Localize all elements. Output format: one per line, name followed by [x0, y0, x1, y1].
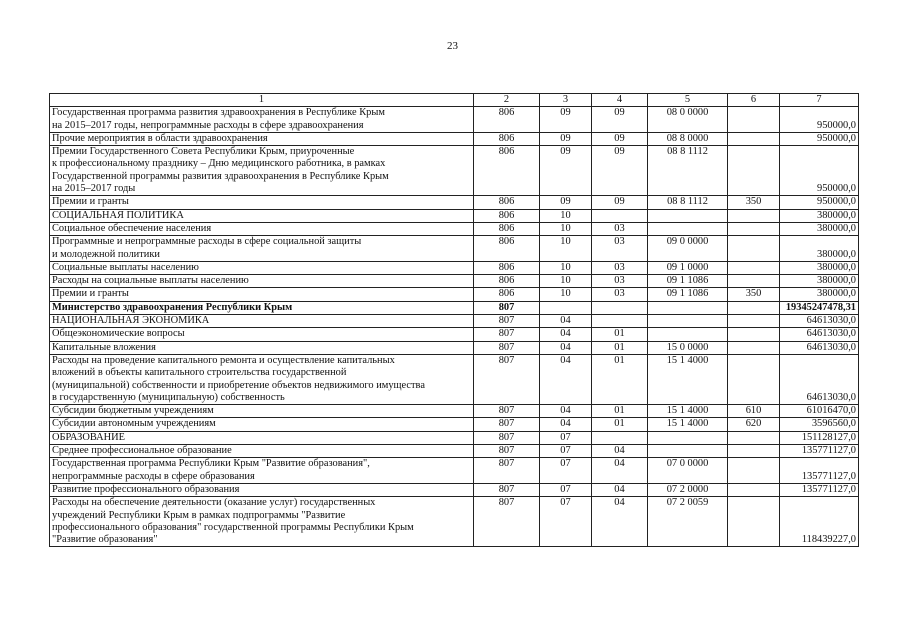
row-name: Среднее профессиональное образование	[50, 445, 474, 458]
section-code: 04	[540, 405, 592, 418]
table-row	[50, 107, 859, 133]
row-amount: 380000,0	[780, 261, 859, 274]
section-code: 10	[540, 261, 592, 274]
ministry-code: 807	[474, 405, 540, 418]
table-row	[50, 288, 859, 301]
table-row	[50, 132, 859, 145]
section-code	[540, 301, 592, 314]
section-code: 09	[540, 146, 592, 196]
target-article-code: 09 1 1086	[648, 275, 728, 288]
target-article-code: 09 1 0000	[648, 261, 728, 274]
row-amount: 61016470,0	[780, 405, 859, 418]
ministry-code: 806	[474, 288, 540, 301]
target-article-code: 08 8 1112	[648, 196, 728, 209]
table-row	[50, 261, 859, 274]
row-name: Общеэкономические вопросы	[50, 328, 474, 341]
expense-type-code	[728, 354, 780, 404]
table-row	[50, 497, 859, 547]
subsection-code	[592, 431, 648, 444]
subsection-code: 01	[592, 418, 648, 431]
target-article-code: 08 8 0000	[648, 132, 728, 145]
expense-type-code	[728, 328, 780, 341]
table-row	[50, 418, 859, 431]
subsection-code: 03	[592, 275, 648, 288]
ministry-code: 807	[474, 315, 540, 328]
target-article-code	[648, 315, 728, 328]
row-name: Государственная программа Республики Крым "Развитие образования", непрограммные расходы в сфере образования	[50, 458, 474, 484]
ministry-code: 806	[474, 209, 540, 222]
row-name: Расходы на проведение капитального ремонта и осуществление капитальных вложений в объекты капитального строительства государственной (муниципальной) собственности и приобретение объектов недвижимого имущества в государственную (муниципальную) собственность	[50, 354, 474, 404]
row-name: ОБРАЗОВАНИЕ	[50, 431, 474, 444]
target-article-code: 09 1 1086	[648, 288, 728, 301]
expense-type-code	[728, 431, 780, 444]
subsection-code: 03	[592, 236, 648, 262]
row-name: Премии Государственного Совета Республики Крым, приуроченные к профессиональному празднику – Дню медицинского работника, в рамках Государственной программы развития здравоохранения в Республике Крым на 2015–2017 годы	[50, 146, 474, 196]
expense-type-code	[728, 222, 780, 235]
section-code: 04	[540, 341, 592, 354]
row-name: Государственная программа развития здравоохранения в Республике Крым на 2015–2017 годы, непрограммные расходы в сфере здравоохранения	[50, 107, 474, 133]
row-name: Расходы на социальные выплаты населению	[50, 275, 474, 288]
expense-type-code	[728, 315, 780, 328]
section-code: 09	[540, 196, 592, 209]
row-name: Субсидии бюджетным учреждениям	[50, 405, 474, 418]
table-row	[50, 146, 859, 196]
row-amount: 118439227,0	[780, 497, 859, 547]
table-row	[50, 354, 859, 404]
row-amount: 380000,0	[780, 275, 859, 288]
row-amount: 64613030,0	[780, 315, 859, 328]
ministry-code: 807	[474, 301, 540, 314]
subsection-code	[592, 315, 648, 328]
row-amount: 950000,0	[780, 132, 859, 145]
ministry-code: 806	[474, 107, 540, 133]
expense-type-code	[728, 236, 780, 262]
row-name: Программные и непрограммные расходы в сфере социальной защиты и молодежной политики	[50, 236, 474, 262]
expense-type-code	[728, 261, 780, 274]
column-header: 1	[50, 94, 474, 107]
subsection-code: 09	[592, 196, 648, 209]
expense-type-code	[728, 107, 780, 133]
row-amount: 380000,0	[780, 236, 859, 262]
ministry-code: 806	[474, 275, 540, 288]
subsection-code: 04	[592, 445, 648, 458]
ministry-code: 806	[474, 236, 540, 262]
section-code: 07	[540, 497, 592, 547]
column-header: 3	[540, 94, 592, 107]
section-code: 10	[540, 275, 592, 288]
row-amount: 19345247478,31	[780, 301, 859, 314]
target-article-code: 15 0 0000	[648, 341, 728, 354]
section-code: 04	[540, 418, 592, 431]
subsection-code: 03	[592, 261, 648, 274]
expense-type-code	[728, 275, 780, 288]
expense-type-code	[728, 301, 780, 314]
row-amount: 135771127,0	[780, 445, 859, 458]
ministry-code: 807	[474, 354, 540, 404]
expense-type-code	[728, 445, 780, 458]
row-name: Социальное обеспечение населения	[50, 222, 474, 235]
row-amount: 64613030,0	[780, 328, 859, 341]
table-row	[50, 483, 859, 496]
target-article-code: 08 0 0000	[648, 107, 728, 133]
row-amount: 135771127,0	[780, 458, 859, 484]
target-article-code	[648, 209, 728, 222]
row-name: СОЦИАЛЬНАЯ ПОЛИТИКА	[50, 209, 474, 222]
table-row	[50, 301, 859, 314]
column-header: 6	[728, 94, 780, 107]
budget-table	[49, 93, 859, 547]
ministry-code: 806	[474, 222, 540, 235]
target-article-code	[648, 445, 728, 458]
ministry-code: 807	[474, 497, 540, 547]
subsection-code	[592, 301, 648, 314]
target-article-code	[648, 222, 728, 235]
page-number: 23	[447, 40, 458, 52]
target-article-code	[648, 431, 728, 444]
subsection-code: 09	[592, 146, 648, 196]
row-name: Премии и гранты	[50, 288, 474, 301]
table-row	[50, 341, 859, 354]
expense-type-code: 350	[728, 196, 780, 209]
subsection-code: 01	[592, 341, 648, 354]
target-article-code: 15 1 4000	[648, 354, 728, 404]
subsection-code: 03	[592, 288, 648, 301]
target-article-code: 09 0 0000	[648, 236, 728, 262]
ministry-code: 806	[474, 146, 540, 196]
table-row	[50, 236, 859, 262]
ministry-code: 807	[474, 341, 540, 354]
ministry-code: 806	[474, 132, 540, 145]
section-code: 04	[540, 354, 592, 404]
ministry-code: 807	[474, 418, 540, 431]
ministry-code: 807	[474, 458, 540, 484]
section-code: 04	[540, 328, 592, 341]
subsection-code: 01	[592, 354, 648, 404]
subsection-code: 01	[592, 405, 648, 418]
row-amount: 950000,0	[780, 146, 859, 196]
expense-type-code	[728, 146, 780, 196]
column-header: 4	[592, 94, 648, 107]
target-article-code	[648, 328, 728, 341]
expense-type-code	[728, 483, 780, 496]
target-article-code	[648, 301, 728, 314]
section-code: 10	[540, 209, 592, 222]
ministry-code: 807	[474, 445, 540, 458]
row-amount: 380000,0	[780, 222, 859, 235]
ministry-code: 806	[474, 261, 540, 274]
expense-type-code	[728, 458, 780, 484]
row-name: Субсидии автономным учреждениям	[50, 418, 474, 431]
table-row	[50, 315, 859, 328]
row-amount: 380000,0	[780, 288, 859, 301]
row-amount: 135771127,0	[780, 483, 859, 496]
table-row	[50, 328, 859, 341]
expense-type-code	[728, 497, 780, 547]
expense-type-code: 620	[728, 418, 780, 431]
target-article-code: 07 2 0059	[648, 497, 728, 547]
section-code: 10	[540, 236, 592, 262]
row-amount: 3596560,0	[780, 418, 859, 431]
row-name: Социальные выплаты населению	[50, 261, 474, 274]
table-row	[50, 222, 859, 235]
row-name: Министерство здравоохранения Республики Крым	[50, 301, 474, 314]
row-amount: 64613030,0	[780, 354, 859, 404]
table-row	[50, 445, 859, 458]
subsection-code: 04	[592, 458, 648, 484]
row-amount: 950000,0	[780, 196, 859, 209]
table-row	[50, 209, 859, 222]
subsection-code: 03	[592, 222, 648, 235]
ministry-code: 806	[474, 196, 540, 209]
ministry-code: 807	[474, 328, 540, 341]
section-code: 07	[540, 445, 592, 458]
expense-type-code: 610	[728, 405, 780, 418]
row-name: Расходы на обеспечение деятельности (оказание услуг) государственных учреждений Республики Крым в рамках подпрограммы "Развитие профессионального образования" государственной программы Республики Крым "Развитие образования"	[50, 497, 474, 547]
section-code: 07	[540, 431, 592, 444]
table-row	[50, 405, 859, 418]
subsection-code: 09	[592, 132, 648, 145]
row-amount: 950000,0	[780, 107, 859, 133]
table-row	[50, 275, 859, 288]
row-amount: 151128127,0	[780, 431, 859, 444]
table-row	[50, 431, 859, 444]
expense-type-code: 350	[728, 288, 780, 301]
ministry-code: 807	[474, 483, 540, 496]
table-row	[50, 458, 859, 484]
row-name: НАЦИОНАЛЬНАЯ ЭКОНОМИКА	[50, 315, 474, 328]
row-name: Премии и гранты	[50, 196, 474, 209]
section-code: 10	[540, 222, 592, 235]
table-header-row	[50, 94, 859, 107]
section-code: 07	[540, 458, 592, 484]
section-code: 07	[540, 483, 592, 496]
row-name: Капитальные вложения	[50, 341, 474, 354]
target-article-code: 15 1 4000	[648, 418, 728, 431]
table-row	[50, 196, 859, 209]
target-article-code: 07 0 0000	[648, 458, 728, 484]
subsection-code: 04	[592, 497, 648, 547]
row-amount: 380000,0	[780, 209, 859, 222]
subsection-code: 01	[592, 328, 648, 341]
ministry-code: 807	[474, 431, 540, 444]
subsection-code	[592, 209, 648, 222]
column-header: 5	[648, 94, 728, 107]
subsection-code: 09	[592, 107, 648, 133]
expense-type-code	[728, 209, 780, 222]
section-code: 09	[540, 107, 592, 133]
section-code: 09	[540, 132, 592, 145]
target-article-code: 07 2 0000	[648, 483, 728, 496]
column-header: 2	[474, 94, 540, 107]
column-header: 7	[780, 94, 859, 107]
target-article-code: 15 1 4000	[648, 405, 728, 418]
row-name: Прочие мероприятия в области здравоохранения	[50, 132, 474, 145]
expense-type-code	[728, 341, 780, 354]
section-code: 04	[540, 315, 592, 328]
subsection-code: 04	[592, 483, 648, 496]
target-article-code: 08 8 1112	[648, 146, 728, 196]
section-code: 10	[540, 288, 592, 301]
row-name: Развитие профессионального образования	[50, 483, 474, 496]
expense-type-code	[728, 132, 780, 145]
row-amount: 64613030,0	[780, 341, 859, 354]
